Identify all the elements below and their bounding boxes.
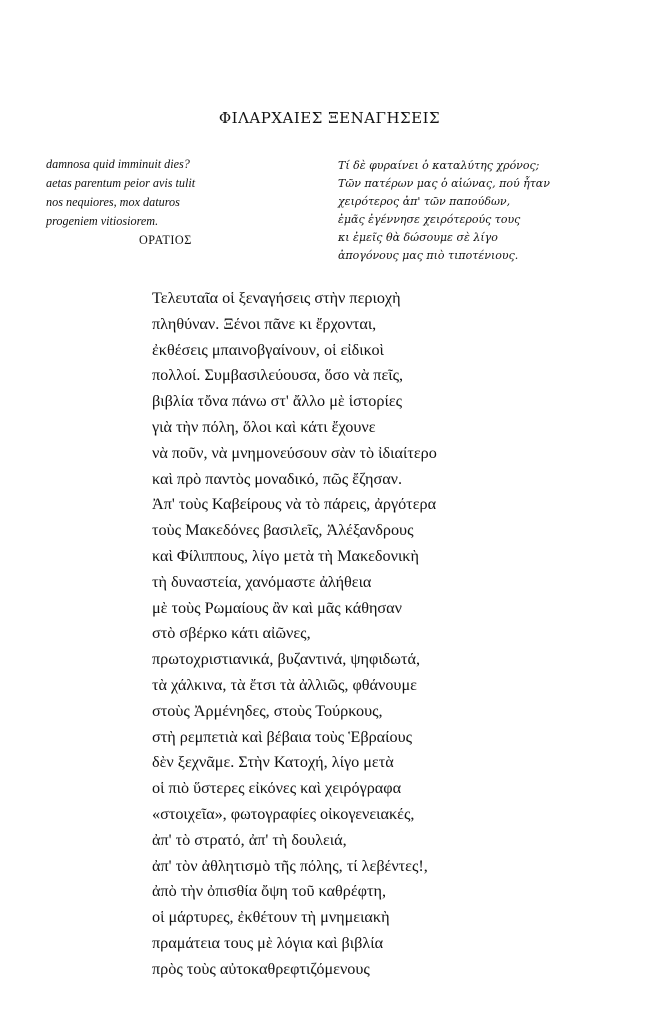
epigraph-latin-line: progeniem vitiosiorem. bbox=[46, 214, 159, 228]
poem-line: τὴ δυναστεία, χανόμαστε ἀλήθεια bbox=[152, 572, 372, 591]
poem-line: πολλοί. Συμβασιλεύουσα, ὅσο νὰ πεῖς, bbox=[152, 366, 404, 385]
epigraph-greek-line: Τί δὲ φυραίνει ὁ καταλύτης χρόνος; bbox=[338, 159, 540, 172]
poem-line: ἀπ' τὸν ἀθλητισμὸ τῆς πόλης, τί λεβέντες!, bbox=[152, 856, 428, 875]
epigraph-latin-line: aetas parentum peior avis tulit bbox=[46, 176, 196, 190]
epigraph-greek-line: ἐμᾶς ἐγέννησε χειρότερούς τους bbox=[338, 213, 521, 226]
poem-line: νὰ ποῦν, νὰ μνημονεύσουν σὰν τὸ ἰδιαίτερο bbox=[152, 443, 437, 462]
poem-body bbox=[152, 286, 612, 983]
poem-line: στοὺς Ἀρμένηδες, στοὺς Τούρκους, bbox=[152, 701, 383, 720]
poem-line: «στοιχεῖα», φωτογραφίες οἰκογενειακές, bbox=[152, 804, 415, 823]
poem-line: πληθύναν. Ξένοι πᾶνε κι ἔρχονται, bbox=[152, 314, 377, 333]
poem-line: βιβλία τὄνα πάνω στ' ἄλλο μὲ ἱστορίες bbox=[152, 392, 403, 411]
epigraph-author: ΟΡΑΤΙΟΣ bbox=[139, 233, 192, 247]
poem-line: μὲ τοὺς Ρωμαίους ἂν καὶ μᾶς κάθησαν bbox=[152, 598, 402, 617]
poem-line: καὶ πρὸ παντὸς μοναδικό, πῶς ἔζησαν. bbox=[152, 469, 403, 488]
poem-line: ἀπὸ τὴν ὀπισθία ὄψη τοῦ καθρέφτη, bbox=[152, 882, 386, 901]
poem-line: καὶ Φίλιππους, λίγο μετὰ τὴ Μακεδονικὴ bbox=[152, 546, 419, 565]
epigraph-latin bbox=[46, 155, 286, 250]
epigraph-greek-line: κι ἐμεῖς θὰ δώσουμε σὲ λίγο bbox=[338, 231, 498, 244]
epigraph-greek-line: ἀπογόνους μας πιὸ τιποτένιους. bbox=[338, 249, 519, 262]
poem-line: γιὰ τὴν πόλη, ὅλοι καὶ κάτι ἔχουνε bbox=[152, 417, 376, 436]
poem-line: στὸ σβέρκο κάτι αἰῶνες, bbox=[152, 624, 311, 643]
epigraph-greek-line: χειρότερος ἀπ' τῶν παπούδων, bbox=[338, 195, 511, 208]
poem-line: τοὺς Μακεδόνες βασιλεῖς, Ἀλέξανδρους bbox=[152, 521, 414, 540]
poem-line: δὲν ξεχνᾶμε. Στὴν Κατοχή, λίγο μετὰ bbox=[152, 753, 394, 772]
page-title: ΦΙΛΑΡΧΑΙΕΣ ΞΕΝΑΓΗΣΕΙΣ bbox=[218, 109, 441, 127]
poem-line: πραμάτεια τους μὲ λόγια καὶ βιβλία bbox=[152, 933, 384, 952]
poem-line: οἱ πιὸ ὕστερες εἰκόνες καὶ χειρόγραφα bbox=[152, 779, 402, 798]
poem-line: στὴ ρεμπετιὰ καὶ βέβαια τοὺς Ἑβραίους bbox=[152, 727, 413, 746]
poem-line: πρὸς τοὺς αὐτοκαθρεφτιζόμενους bbox=[152, 959, 370, 978]
poem-line: οἱ μάρτυρες, ἐκθέτουν τὴ μνημειακὴ bbox=[152, 908, 390, 927]
poem-line: πρωτοχριστιανικά, βυζαντινά, ψηφιδωτά, bbox=[152, 650, 420, 669]
epigraph-latin-line: nos nequiores, mox daturos bbox=[46, 195, 180, 209]
poem-line: τὰ χάλκινα, τὰ ἔτσι τὰ ἀλλιῶς, φθάνουμε bbox=[152, 675, 417, 694]
epigraph-greek bbox=[338, 157, 638, 265]
poem-line: ἀπ' τὸ στρατό, ἀπ' τὴ δουλειά, bbox=[152, 830, 347, 849]
poem-line: ἐκθέσεις μπαινοβγαίνουν, οἱ εἰδικοὶ bbox=[152, 340, 384, 359]
poem-line: Ἀπ' τοὺς Καβείρους νὰ τὸ πάρεις, ἀργότερα bbox=[152, 495, 437, 514]
epigraph-latin-line: damnosa quid imminuit dies? bbox=[46, 157, 190, 171]
epigraph-greek-line: Τῶν πατέρων μας ὁ αἰώνας, πού ἦταν bbox=[338, 177, 550, 190]
poem-line: Τελευταῖα οἱ ξεναγήσεις στὴν περιοχὴ bbox=[152, 289, 401, 307]
